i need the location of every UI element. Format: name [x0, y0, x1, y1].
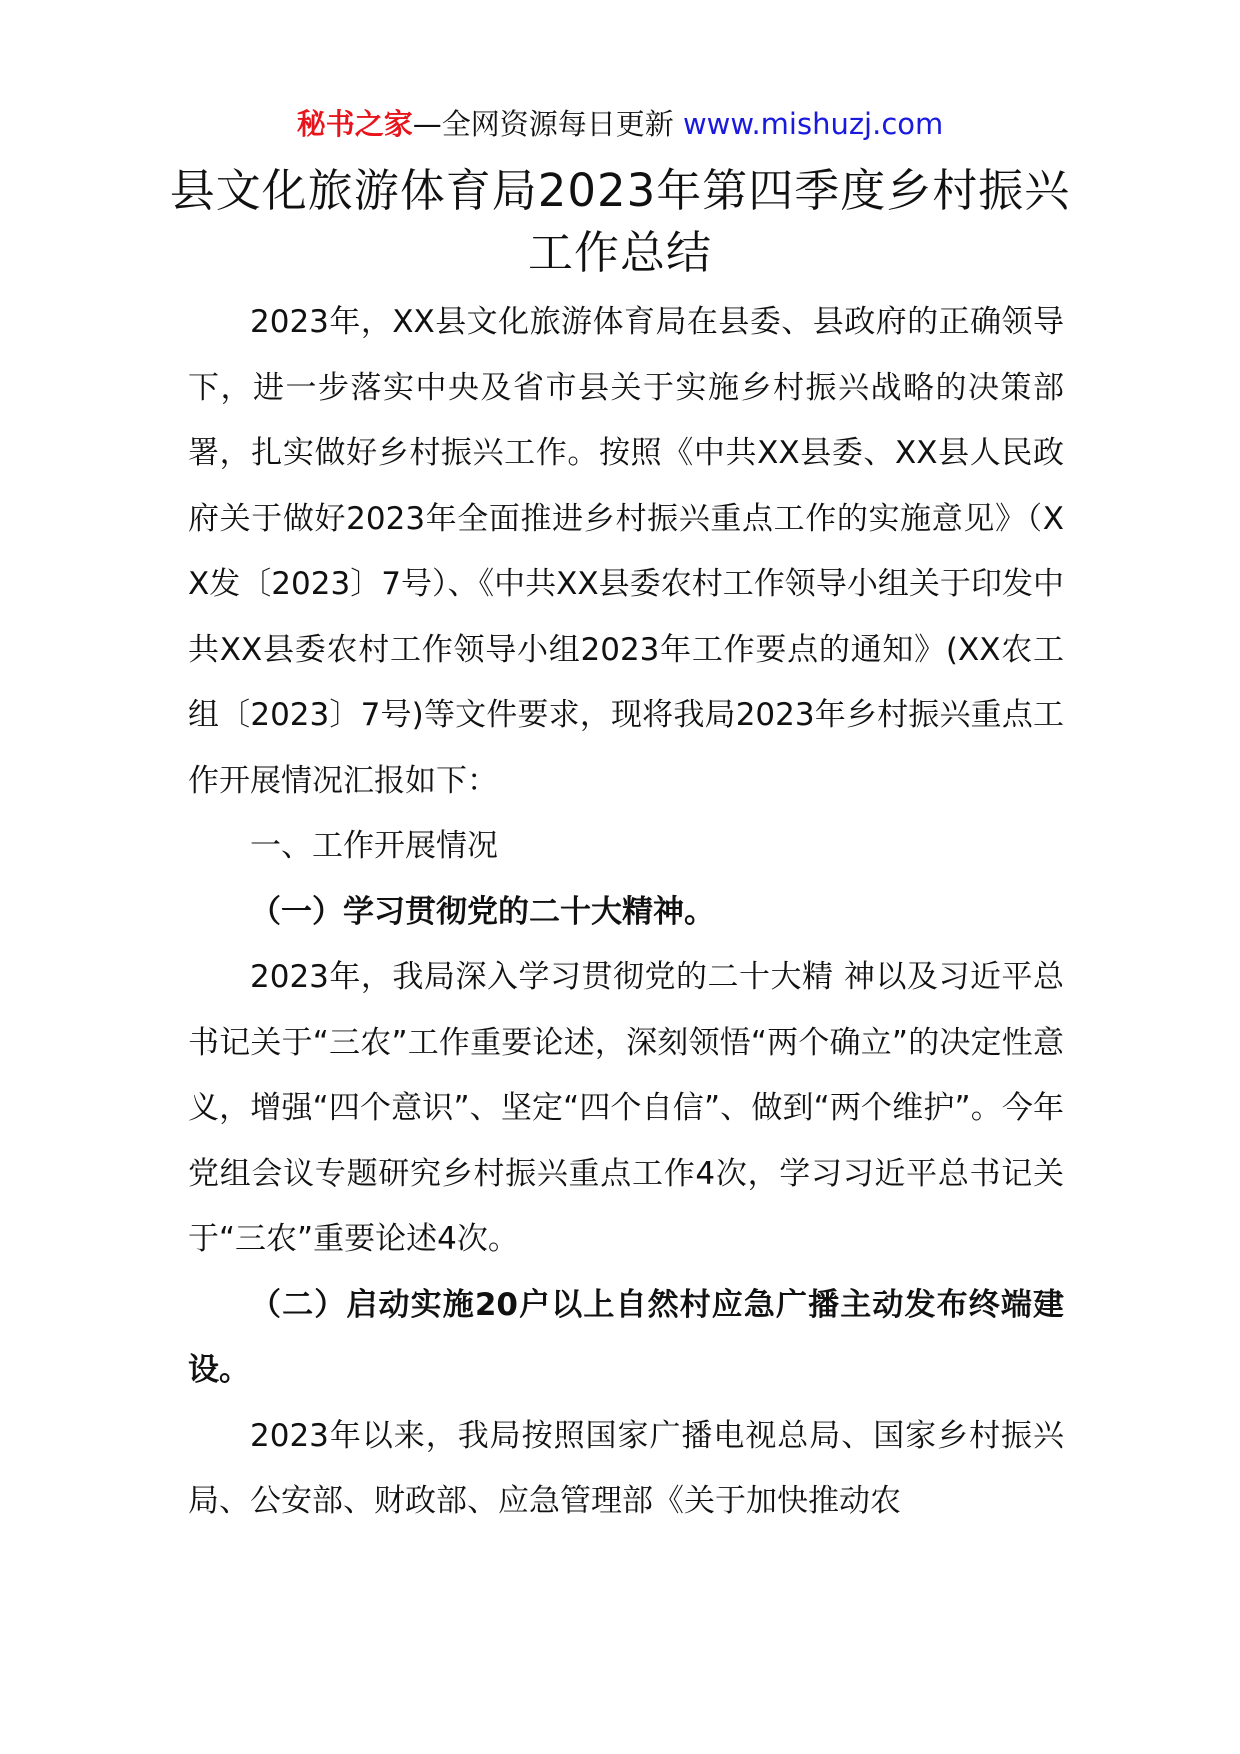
brand-name: 秘书之家	[296, 107, 413, 141]
subsection-paragraph-2: 2023年以来，我局按照国家广播电视总局、国家乡村振兴局、公安部、财政部、应急管理部《关于加快推动农	[188, 1417, 1064, 1519]
subsection-paragraph-1: 2023年，我局深入学习贯彻党的二十大精 神以及习近平总书记关于“三农”工作重要论述，深刻领悟“两个确立”的决定性意义，增强“四个意识”、坚定“四个自信”、做到“两个维护”。今年党组会议专题研究乡村振兴重点工作4次，学习习近平总书记关于“三农”重要论述4次。	[188, 959, 1064, 1257]
site-header	[0, 104, 1240, 144]
document-body	[188, 290, 1064, 1535]
intro-paragraph: 2023年，XX县文化旅游体育局在县委、县政府的正确领导下，进一步落实中央及省市县关于实施乡村振兴战略的决策部署，扎实做好乡村振兴工作。按照《中共XX县委、XX县人民政府关于做好2023年全面推进乡村振兴重点工作的实施意见》（XX发〔2023〕7号）、《中共XX县委农村工作领导小组关于印发中共XX县委农村工作领导小组2023年工作要点的通知》(XX农工组〔2023〕7号)等文件要求，现将我局2023年乡村振兴重点工作开展情况汇报如下：	[188, 304, 1064, 799]
document-title: 县文化旅游体育局2023年第四季度乡村振兴工作总结	[169, 164, 1071, 279]
subsection-heading-1: （一）学习贯彻党的二十大精神。	[250, 893, 715, 930]
header-slogan: —全网资源每日更新	[412, 107, 683, 141]
section-heading: 一、工作开展情况	[250, 828, 498, 864]
site-url-link[interactable]: www.mishuzj.com	[682, 107, 944, 141]
subsection-heading-2: （二）启动实施20户以上自然村应急广播主动发布终端建设。	[188, 1286, 1064, 1388]
